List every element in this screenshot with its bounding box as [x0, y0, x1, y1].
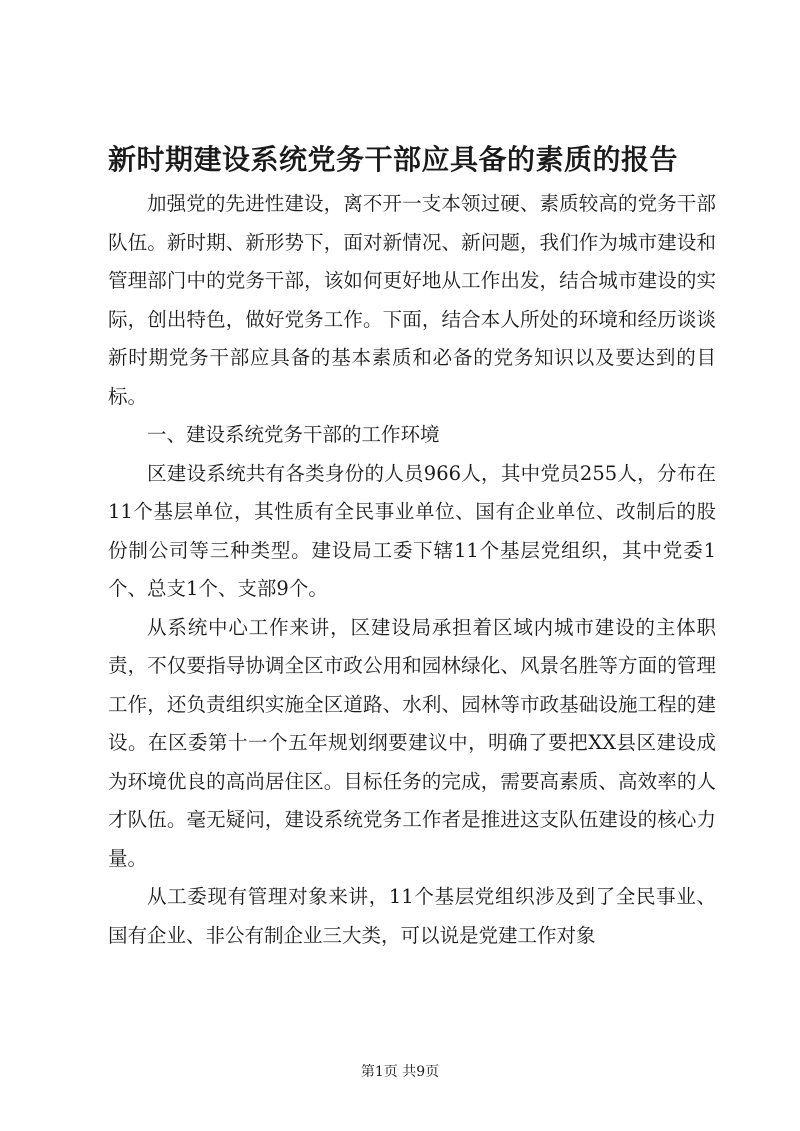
paragraph-intro: 加强党的先进性建设，离不开一支本领过硬、素质较高的党务干部队伍。新时期、新形势下，面对新情况、新问题，我们作为城市建设和管理部门中的党务干部，该如何更好地从工作出发，结合城市建设的实际，创出特色，做好党务工作。下面，结合本人所处的环境和经历谈谈新时期党务干部应具备的基本素质和必备的党务知识以及要达到的目标。	[108, 192, 716, 408]
document-title: 新时期建设系统党务干部应具备的素质的报告	[108, 143, 679, 176]
paragraph-management-objects: 从工委现有管理对象来讲，11个基层党组织涉及到了全民事业、国有企业、非公有制企业三大类，可以说是党建工作对象	[108, 885, 716, 947]
paragraph-central-work: 从系统中心工作来讲，区建设局承担着区域内城市建设的主体职责，不仅要指导协调全区市政公用和园林绿化、风景名胜等方面的管理工作，还负责组织实施全区道路、水利、园林等市政基础设施工程的建设。在区委第十一个五年规划纲要建议中，明确了要把XX县区建设成为环境优良的高尚居住区。目标任务的完成，需要高素质、高效率的人才队伍。毫无疑问，建设系统党务工作者是推进这支队伍建设的核心力量。	[108, 615, 716, 870]
page-footer: 第1页 共9页	[360, 1064, 440, 1080]
document-body	[108, 185, 716, 955]
paragraph-personnel: 区建设系统共有各类身份的人员966人，其中党员255人，分布在11个基层单位，其性质有全民事业单位、国有企业单位、改制后的股份制公司等三种类型。建设局工委下辖11个基层党组织，其中党委1个、总支1个、支部9个。	[108, 461, 716, 600]
section-heading: 一、建设系统党务干部的工作环境	[147, 423, 440, 446]
